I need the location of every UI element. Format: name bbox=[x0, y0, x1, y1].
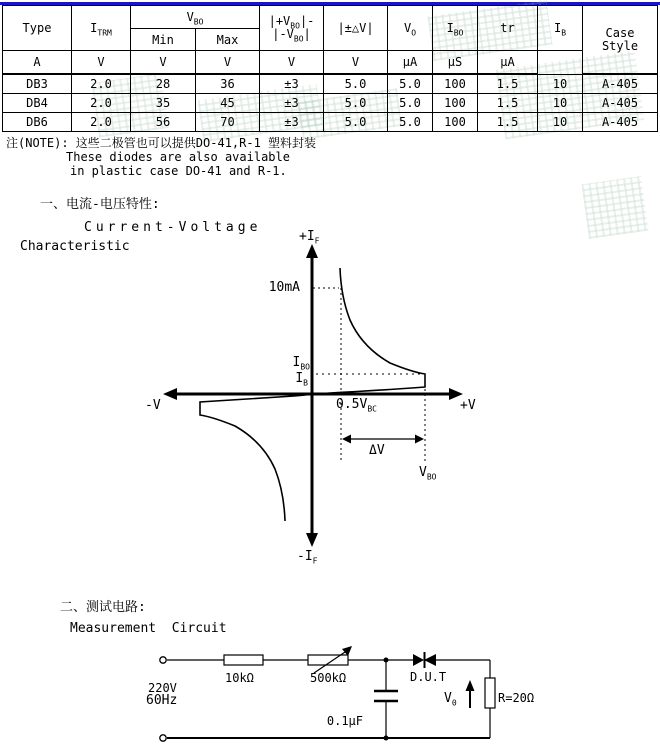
cell: ±3 bbox=[260, 94, 324, 113]
cell: 45 bbox=[196, 94, 260, 113]
cell: 56 bbox=[131, 113, 196, 132]
cell: 10 bbox=[538, 94, 583, 113]
cell: 5.0 bbox=[324, 74, 388, 94]
table-row bbox=[3, 74, 658, 94]
cell: ±3 bbox=[260, 113, 324, 132]
section2-heading-en: Measurement Circuit bbox=[70, 621, 227, 636]
source-terminal bbox=[160, 735, 166, 741]
col-header-itrm: $I_{TRM}$ bbox=[72, 6, 131, 51]
cell: 5.0 bbox=[388, 94, 433, 113]
label-vbo: $V_{BO}$ bbox=[419, 465, 437, 482]
section1-heading-cn: 一、电流-电压特性: bbox=[40, 197, 160, 212]
label-pos-v: +V bbox=[460, 398, 476, 413]
positive-branch-curve bbox=[313, 268, 425, 395]
cell: 100 bbox=[433, 113, 478, 132]
label-ib: $I_B$ bbox=[295, 371, 308, 388]
cell: 36 bbox=[196, 74, 260, 94]
col-header-vbo-min: Min bbox=[131, 29, 196, 51]
axis-arrow-left-icon bbox=[163, 388, 177, 400]
section1-heading-en: Current-Voltage bbox=[84, 220, 262, 235]
spec-table bbox=[2, 5, 658, 132]
label-vo: $V_0$ bbox=[444, 691, 457, 708]
unit-cell: µS bbox=[433, 51, 478, 75]
col-header-vbo-max: Max bbox=[196, 29, 260, 51]
label-potentiometer-500k: 500kΩ bbox=[310, 671, 347, 685]
cell: 1.5 bbox=[478, 113, 538, 132]
vo-arrow-icon bbox=[466, 680, 475, 691]
cell: 5.0 bbox=[324, 113, 388, 132]
cell: 100 bbox=[433, 74, 478, 94]
cell: 1.5 bbox=[478, 74, 538, 94]
cell: ±3 bbox=[260, 74, 324, 94]
cell: A-405 bbox=[583, 74, 658, 94]
cell: 10 bbox=[538, 113, 583, 132]
cell-type: DB4 bbox=[3, 94, 72, 113]
label-neg-if: $-I_F$ bbox=[297, 549, 318, 566]
delta-v-arrow-right-icon bbox=[415, 435, 424, 444]
note-line-2: These diodes are also available bbox=[66, 150, 290, 164]
unit-cell: µA bbox=[478, 51, 538, 75]
cell: 2.0 bbox=[72, 113, 131, 132]
cell: 100 bbox=[433, 94, 478, 113]
col-header-ibo: $I_{BO}$ bbox=[433, 6, 478, 51]
negative-branch-curve bbox=[200, 394, 312, 521]
cell: 28 bbox=[131, 74, 196, 94]
label-neg-v: -V bbox=[145, 398, 161, 413]
load-resistor bbox=[485, 678, 495, 708]
col-header-case-style: Case Style bbox=[583, 6, 658, 75]
potentiometer-arrow bbox=[314, 650, 348, 673]
unit-cell: A bbox=[3, 51, 72, 75]
cell-type: DB6 bbox=[3, 113, 72, 132]
diac-symbol bbox=[413, 654, 424, 666]
col-header-delta-v: |±△V| bbox=[324, 6, 388, 51]
delta-v-arrow-left-icon bbox=[342, 435, 351, 444]
label-source-voltage: 220V bbox=[148, 681, 177, 695]
col-header-vbo: $V_{BO}$ bbox=[131, 6, 260, 29]
section2-heading-cn: 二、测试电路: bbox=[60, 600, 146, 615]
label-half-vbo: $0.5V_{BC}$ bbox=[336, 397, 377, 414]
table-row bbox=[3, 113, 658, 132]
resistor-10k bbox=[224, 655, 263, 665]
note-line-3: in plastic case DO-41 and R-1. bbox=[70, 164, 287, 178]
unit-cell: V bbox=[131, 51, 196, 75]
cell: 5.0 bbox=[388, 113, 433, 132]
unit-cell: V bbox=[72, 51, 131, 75]
cell: 2.0 bbox=[72, 94, 131, 113]
source-terminal bbox=[160, 657, 166, 663]
col-header-vo: $V_O$ bbox=[388, 6, 433, 51]
junction-dot bbox=[384, 736, 389, 741]
unit-cell: V bbox=[196, 51, 260, 75]
label-dut: D.U.T bbox=[410, 670, 447, 684]
diac-symbol bbox=[424, 654, 436, 666]
cell: 1.5 bbox=[478, 94, 538, 113]
cell: 35 bbox=[131, 94, 196, 113]
cell: 10 bbox=[538, 74, 583, 94]
axis-arrow-down-icon bbox=[306, 533, 318, 547]
col-header-tr: tr bbox=[478, 6, 538, 51]
label-10ma: 10mA bbox=[268, 280, 300, 295]
label-source-frequency: 60Hz bbox=[146, 693, 178, 708]
label-delta-v: ΔV bbox=[369, 443, 385, 458]
units-row bbox=[3, 51, 658, 75]
table-row bbox=[3, 94, 658, 113]
cell: 5.0 bbox=[388, 74, 433, 94]
section1-heading-en2: Characteristic bbox=[20, 239, 130, 254]
note-line-1: 注(NOTE): 这些二极管也可以提供DO-41,R-1 塑料封装 bbox=[6, 136, 317, 150]
unit-cell: V bbox=[324, 51, 388, 75]
col-header-ib: $I_B$ bbox=[538, 6, 583, 51]
cell-type: DB3 bbox=[3, 74, 72, 94]
label-capacitor: 0.1µF bbox=[326, 714, 363, 728]
label-resistor-10k: 10kΩ bbox=[225, 671, 254, 685]
unit-cell: V bbox=[260, 51, 324, 75]
cell: 5.0 bbox=[324, 94, 388, 113]
measurement-circuit-diagram bbox=[0, 640, 660, 745]
cell: 70 bbox=[196, 113, 260, 132]
iv-curve-graph bbox=[0, 225, 660, 580]
label-pos-if: $+I_F$ bbox=[299, 229, 320, 246]
label-load-resistor: R=20Ω bbox=[498, 691, 535, 705]
cell: A-405 bbox=[583, 113, 658, 132]
unit-cell: µA bbox=[388, 51, 433, 75]
cell: A-405 bbox=[583, 94, 658, 113]
axis-arrow-up-icon bbox=[306, 244, 318, 258]
col-header-vbo-diff: $|+V_{BO}|-$ $|-V_{BO}|$ bbox=[260, 6, 324, 51]
cell: 2.0 bbox=[72, 74, 131, 94]
label-ibo: $I_{BO}$ bbox=[292, 355, 310, 372]
col-header-type: Type bbox=[3, 6, 72, 51]
